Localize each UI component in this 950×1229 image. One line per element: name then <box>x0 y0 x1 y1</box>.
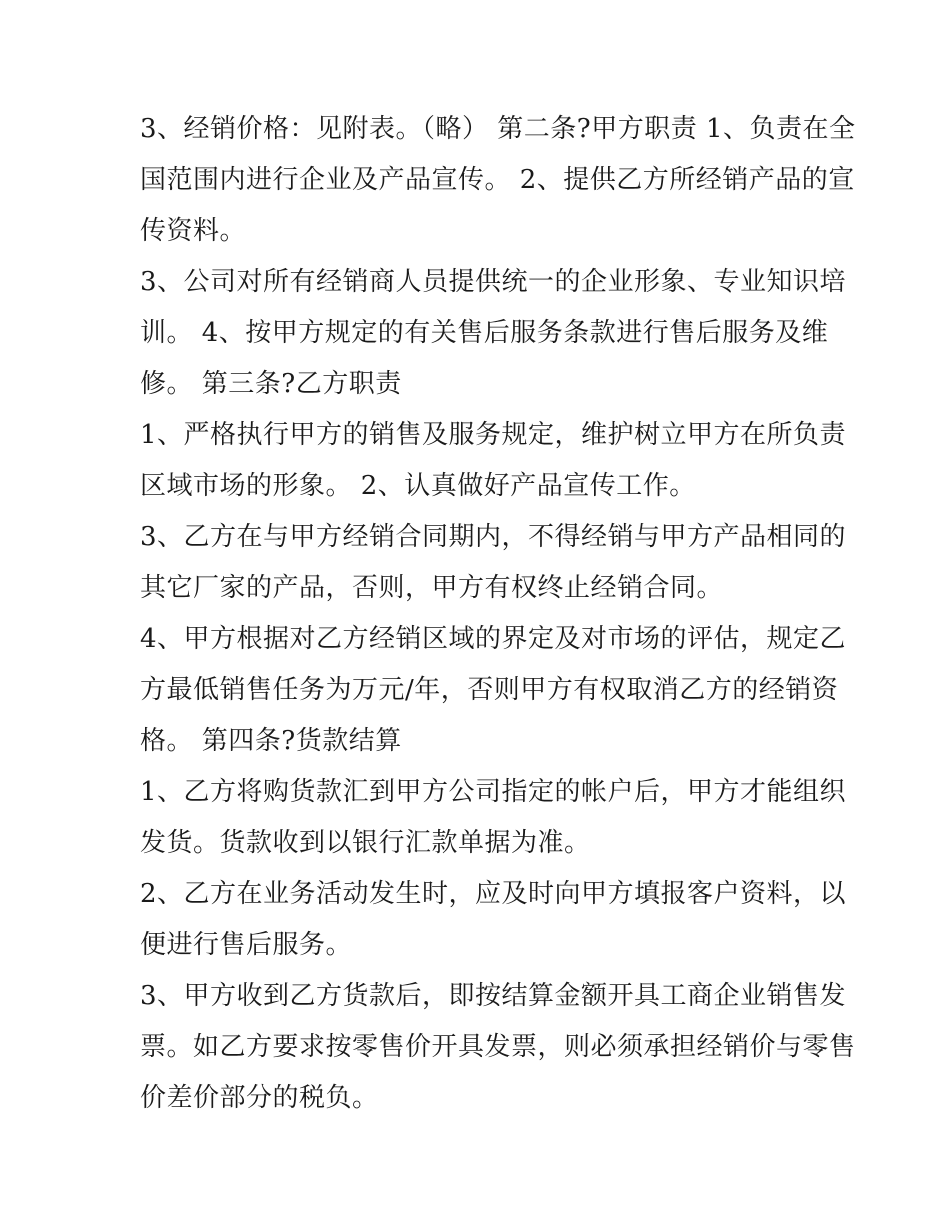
text-line: 格。 第四条?货款结算 <box>140 726 402 756</box>
text-line: 传资料。 <box>140 216 247 246</box>
text-line: 价差价部分的税负。 <box>140 1083 379 1113</box>
paragraph-pricing-and-party-a-duties <box>140 104 856 257</box>
paragraph-payment-3 <box>140 971 856 1124</box>
text-line: 3、公司对所有经销商人员提供统一的企业形象、专业知识培 <box>140 267 847 297</box>
paragraph-party-b-duty-3 <box>140 512 847 614</box>
paragraph-party-b-duty-4 <box>140 614 847 767</box>
text-line: 发货。货款收到以银行汇款单据为准。 <box>140 828 591 858</box>
paragraph-payment-1 <box>140 767 847 869</box>
text-line: 其它厂家的产品，否则，甲方有权终止经销合同。 <box>140 573 724 603</box>
text-line: 便进行售后服务。 <box>140 930 353 960</box>
text-line: 国范围内进行企业及产品宣传。 2、提供乙方所经销产品的宣 <box>140 165 855 195</box>
text-line: 票。如乙方要求按零售价开具发票，则必须承担经销价与零售 <box>140 1032 856 1062</box>
text-line: 方最低销售任务为万元/年，否则甲方有权取消乙方的经销资 <box>140 675 839 705</box>
paragraph-training-and-service <box>140 257 847 410</box>
text-line: 3、乙方在与甲方经销合同期内，不得经销与甲方产品相同的 <box>140 522 847 552</box>
text-line: 4、甲方根据对乙方经销区域的界定及对市场的评估，规定乙 <box>140 624 847 654</box>
document-body <box>140 104 856 1124</box>
text-line: 1、乙方将购货款汇到甲方公司指定的帐户后，甲方才能组织 <box>140 777 847 807</box>
text-line: 3、经销价格：见附表。（略） 第二条?甲方职责 1、负责在全 <box>140 114 856 144</box>
text-line: 训。 4、按甲方规定的有关售后服务条款进行售后服务及维 <box>140 318 829 348</box>
text-line: 修。 第三条?乙方职责 <box>140 369 402 399</box>
text-line: 2、乙方在业务活动发生时，应及时向甲方填报客户资料，以 <box>140 879 847 909</box>
paragraph-party-b-duty-1 <box>140 410 847 512</box>
paragraph-payment-2 <box>140 869 847 971</box>
text-line: 1、严格执行甲方的销售及服务规定，维护树立甲方在所负责 <box>140 420 847 450</box>
text-line: 区域市场的形象。 2、认真做好产品宣传工作。 <box>140 471 696 501</box>
text-line: 3、甲方收到乙方货款后，即按结算金额开具工商企业销售发 <box>140 981 847 1011</box>
